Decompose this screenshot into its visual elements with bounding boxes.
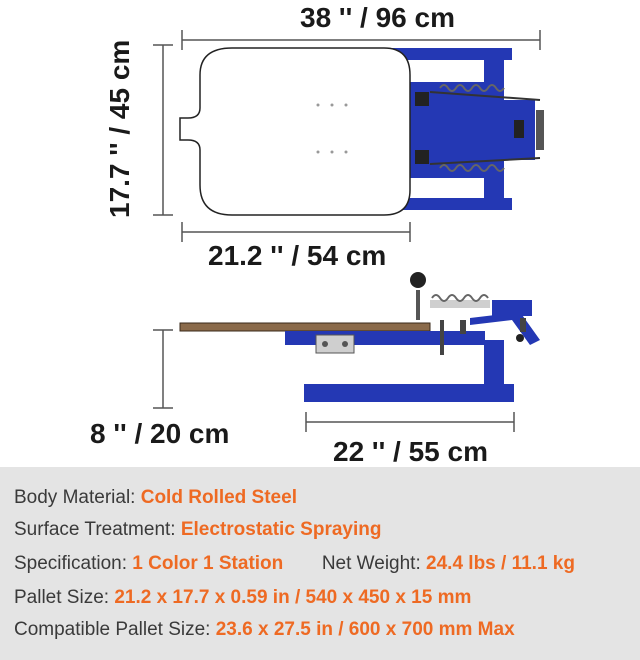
spec-label: Compatible Pallet Size: [14,619,211,640]
spec-label: Net Weight: [321,553,421,574]
height-label: 8 '' / 20 cm [90,418,230,449]
spec-value: 24.4 lbs / 11.1 kg [426,553,575,574]
spec-value: 21.2 x 17.7 x 0.59 in / 540 x 450 x 15 mm [114,587,472,608]
top-view-frame [392,48,544,210]
top-width-label: 38 '' / 96 cm [300,2,455,33]
spec-label: Specification: [14,553,128,574]
spec-row-compatible-pallet-size [14,619,515,641]
spec-label: Pallet Size: [14,587,110,608]
spec-row-pallet-size [14,587,471,609]
spec-label: Surface Treatment: [14,519,176,540]
spec-panel [0,467,640,660]
height-dimension-line [153,330,173,408]
platen-width-label: 21.2 '' / 54 cm [208,240,387,271]
spec-value: 1 Color 1 Station [132,553,284,574]
spec-row-surface-treatment [14,519,381,541]
spec-label: Body Material: [14,487,136,508]
spec-value: 23.6 x 27.5 in / 600 x 700 mm Max [215,619,515,640]
spec-value: Electrostatic Spraying [180,519,382,540]
platen-top-view [180,48,410,215]
spec-value: Cold Rolled Steel [140,487,297,508]
base-width-dimension-line [306,412,514,432]
spec-row-body-material [14,487,297,509]
spec-row-specification [14,553,575,575]
top-depth-dimension-line [153,45,173,215]
side-view-frame [180,272,540,402]
top-depth-label: 17.7 '' / 45 cm [104,39,135,218]
platen-width-dimension-line [182,222,410,242]
base-width-label: 22 '' / 55 cm [333,436,488,467]
